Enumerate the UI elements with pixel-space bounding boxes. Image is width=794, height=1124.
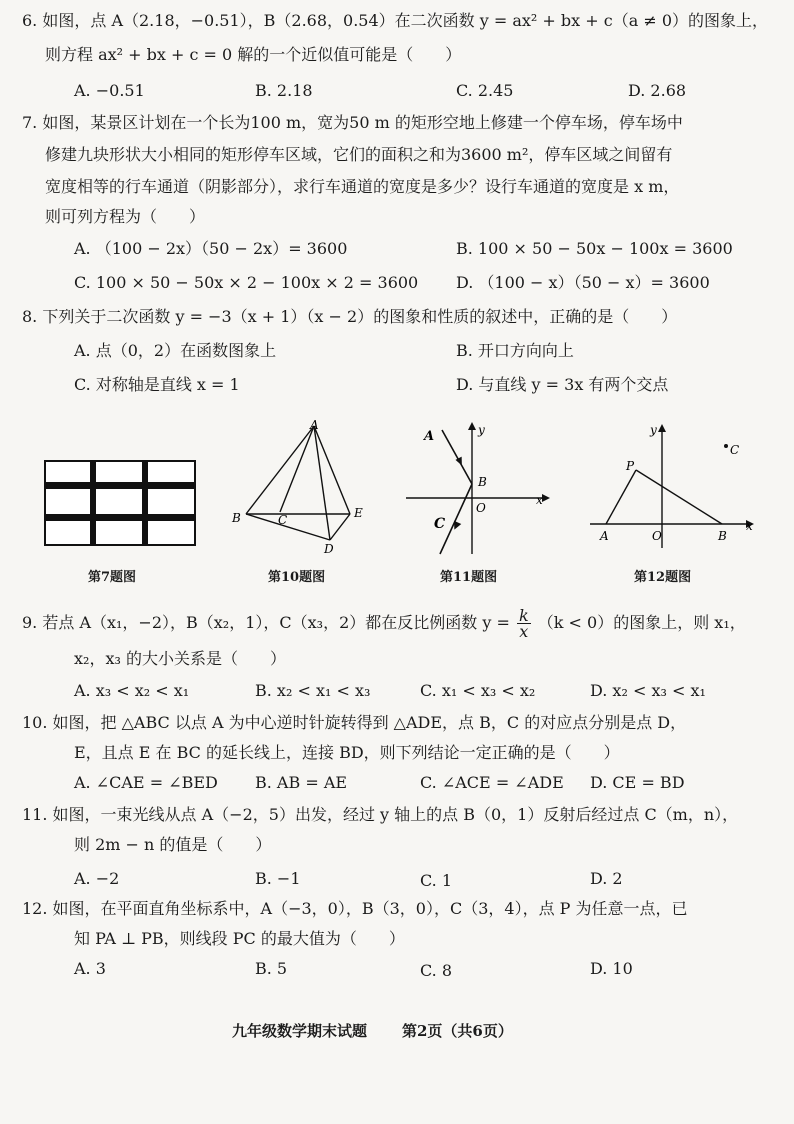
fig10-label-b: B [232,511,241,525]
q12-line2: 知 PA ⊥ PB，则线段 PC 的最大值为（ ） [74,929,405,948]
q7-line4: 则可列方程为（ ） [45,207,206,226]
figure-10-rotation [226,416,376,558]
q9-line2: x₂，x₃ 的大小关系是（ ） [74,649,286,668]
caption-fig11: 第11题图 [440,570,498,585]
fig12-label-x: x [746,519,753,533]
fig12-label-a: A [600,529,609,543]
q10-option-b: B. AB = AE [255,773,348,792]
q10-option-d: D. CE = BD [590,773,685,792]
fig12-label-p: P [626,459,635,473]
fig12-label-c: C [730,443,740,457]
fig10-label-c: C [278,513,288,527]
fig12-label-y: y [650,423,657,437]
q8-option-b: B. 开口方向向上 [456,341,574,360]
fig11-label-a: A [424,429,435,444]
q7-line3: 宽度相等的行车通道（阴影部分），求行车通道的宽度是多少？设行车通道的宽度是 x m， [45,177,680,196]
q6-option-a: A. −0.51 [74,81,145,100]
q9-frac-den: x [519,622,529,641]
q6-line1: 6. 如图，点 A（2.18，−0.51），B（2.68，0.54）在二次函数 y = ax² + bx + c（a ≠ 0）的图象上， [22,11,769,30]
caption-fig10: 第10题图 [268,570,326,585]
q9-option-b: B. x₂ < x₁ < x₃ [255,681,371,700]
q6-option-c: C. 2.45 [456,81,514,100]
q10-option-c: C. ∠ACE = ∠ADE [420,773,564,792]
q11-line1: 11. 如图，一束光线从点 A（−2，5）出发，经过 y 轴上的点 B（0，1）反射后经过点 C（m，n）， [22,805,739,824]
q11-option-a: A. −2 [74,869,120,888]
q8-option-a: A. 点（0，2）在函数图象上 [74,341,277,360]
q12-option-c: C. 8 [420,961,453,980]
q11-option-d: D. 2 [590,869,623,888]
q8-line1: 8. 下列关于二次函数 y = −3（x + 1）（x − 2）的图象和性质的叙述中，正确的是（ ） [22,307,678,326]
q9-option-c: C. x₁ < x₃ < x₂ [420,681,536,700]
caption-fig7: 第7题图 [88,570,137,585]
q9-frac-num: k [518,606,529,625]
q12-option-a: A. 3 [74,959,106,978]
q8-option-c: C. 对称轴是直线 x = 1 [74,375,240,394]
caption-fig12: 第12题图 [634,570,692,585]
q12-line1: 12. 如图，在平面直角坐标系中，A（−3，0），B（3，0），C（3，4），点 P 为任意一点，已 [22,899,688,918]
q9-option-d: D. x₂ < x₃ < x₁ [590,681,706,700]
fig11-label-y: y [478,423,485,437]
q6-option-b: B. 2.18 [255,81,313,100]
q9-line1 [22,608,746,639]
q10-line2: E，且点 E 在 BC 的延长线上，连接 BD，则下列结论一定正确的是（ ） [74,743,620,762]
q7-option-b: B. 100 × 50 − 50x − 100x = 3600 [456,239,733,258]
fig11-label-x: x [536,493,543,507]
q7-line1: 7. 如图，某景区计划在一个长为100 m，宽为50 m 的矩形空地上修建一个停车场，停车场中 [22,113,683,132]
q11-option-c: C. 1 [420,871,453,890]
q9-prefix: 9. 若点 A（x₁，−2），B（x₂，1），C（x₃，2）都在反比例函数 y = [22,613,510,632]
q6-option-d: D. 2.68 [628,81,687,100]
q9-suffix: （k < 0）的图象上，则 x₁， [537,613,746,632]
q9-option-a: A. x₃ < x₂ < x₁ [74,681,190,700]
fig10-label-a: A [310,418,319,432]
q10-line1: 10. 如图，把 △ABC 以点 A 为中心逆时针旋转得到 △ADE，点 B，C 的对应点分别是点 D， [22,713,687,732]
q12-option-b: B. 5 [255,959,288,978]
q7-line2: 修建九块形状大小相同的矩形停车区域，它们的面积之和为3600 m²，停车区域之间留有 [45,145,673,164]
q12-option-d: D. 10 [590,959,633,978]
q9-fraction [517,608,531,639]
figure-7-parking-grid [44,460,196,546]
q8-option-d: D. 与直线 y = 3x 有两个交点 [456,375,669,394]
fig10-label-d: D [324,542,334,556]
fig12-label-o: O [652,529,662,543]
q6-line2: 则方程 ax² + bx + c = 0 解的一个近似值可能是（ ） [45,45,462,64]
footer-exam-title: 九年级数学期末试题 [232,1022,368,1040]
fig11-label-b: B [478,475,487,489]
q11-option-b: B. −1 [255,869,301,888]
q7-option-a: A. （100 − 2x）（50 − 2x）= 3600 [74,239,348,258]
q11-line2: 则 2m − n 的值是（ ） [74,835,272,854]
figure-12-coordinate-plane [588,420,758,550]
fig11-label-c: C [434,516,446,532]
fig11-label-o: O [476,501,486,515]
q7-option-d: D. （100 − x）（50 − x）= 3600 [456,273,710,292]
fig12-label-b: B [718,529,727,543]
q7-option-c: C. 100 × 50 − 50x × 2 − 100x × 2 = 3600 [74,273,419,292]
q10-option-a: A. ∠CAE = ∠BED [74,773,218,792]
footer-page-number: 第2页（共6页） [402,1022,513,1040]
figure-11-reflection [400,418,550,558]
fig10-label-e: E [354,506,363,520]
